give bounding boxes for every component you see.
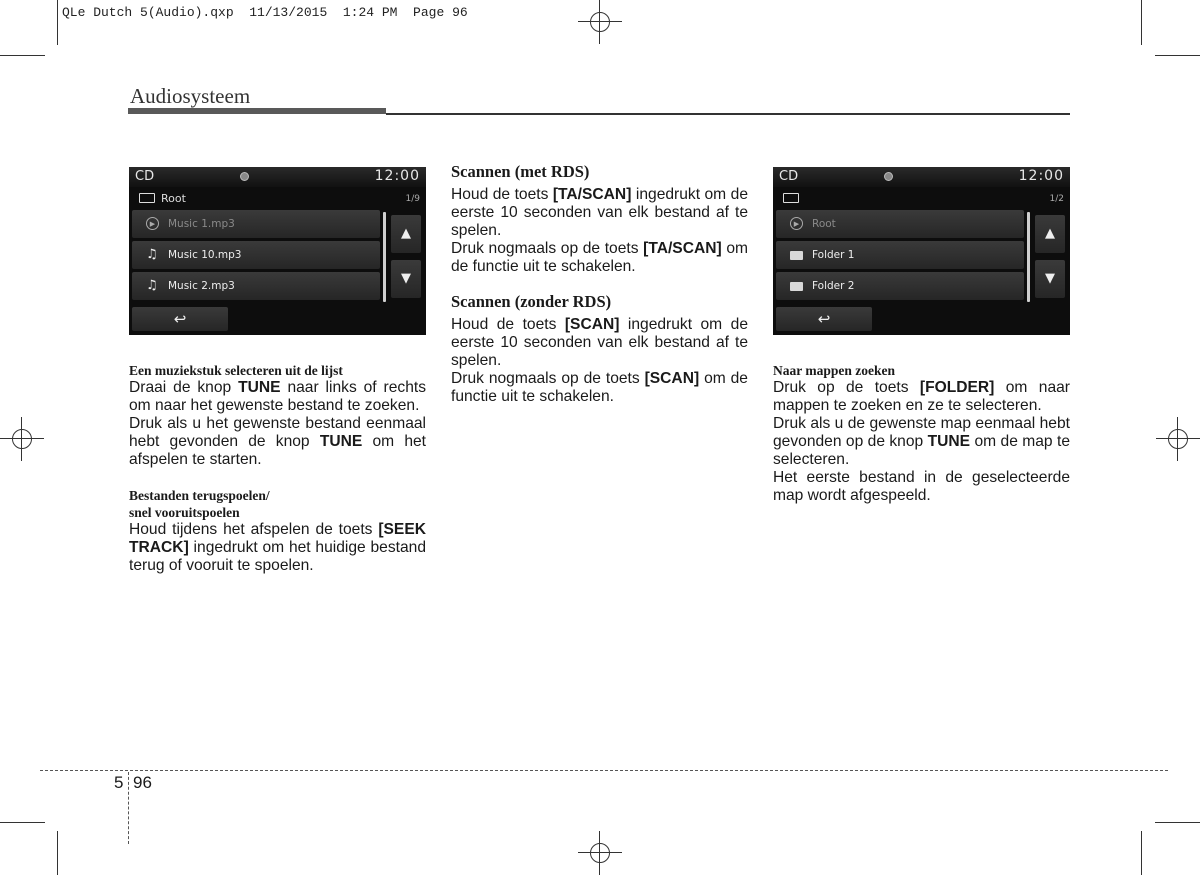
music-note-icon: ♫ xyxy=(146,247,158,262)
registration-mark-icon xyxy=(0,417,44,461)
item-count: 1/9 xyxy=(405,194,420,204)
paragraph: Druk als u de gewenste map eenmaal hebt gevonden op de knop TUNE om de map te selecteren. xyxy=(773,415,1070,468)
crop-mark xyxy=(0,822,45,823)
back-button[interactable] xyxy=(132,307,228,331)
item-count: 1/2 xyxy=(1049,194,1064,204)
right-column xyxy=(773,362,1070,505)
subheading: Naar mappen zoeken xyxy=(773,363,896,378)
crop-mark xyxy=(1155,55,1200,56)
crop-mark xyxy=(1155,822,1200,823)
list-item[interactable] xyxy=(776,272,1024,300)
clock: 12:00 xyxy=(374,168,420,184)
path-label: Root xyxy=(161,192,186,205)
subheading: Een muziekstuk selecteren uit de lijst xyxy=(129,363,343,378)
source-label: CD xyxy=(779,169,799,184)
footer-divider xyxy=(40,770,1168,771)
back-arrow-icon: ↩ xyxy=(817,310,831,328)
middle-column xyxy=(451,162,748,406)
list-item-label: Music 10.mp3 xyxy=(168,249,242,261)
chapter-number: 5 xyxy=(114,773,124,792)
cd-folder-list-screen xyxy=(773,167,1070,335)
crop-mark xyxy=(1141,831,1142,875)
scroll-down-button[interactable]: ▼ xyxy=(391,260,421,298)
paragraph: Druk als u het gewenste bestand eenmaal hebt gevonden de knop TUNE om het afspelen te starten. xyxy=(129,415,426,468)
crop-mark xyxy=(57,0,58,45)
paragraph: Druk nogmaals op de toets [TA/SCAN] om de functie uit te schakelen. xyxy=(451,240,748,275)
scroll-up-button[interactable]: ▲ xyxy=(391,215,421,253)
back-arrow-icon: ↩ xyxy=(173,310,187,328)
folder-open-icon xyxy=(139,193,155,203)
music-note-icon: ♫ xyxy=(146,278,158,293)
folder-open-icon xyxy=(783,193,799,203)
page-number: 96 xyxy=(133,773,152,792)
section-title: Audiosysteem xyxy=(130,84,251,108)
scroll-down-button[interactable]: ▼ xyxy=(1035,260,1065,298)
list-item[interactable] xyxy=(132,241,380,269)
play-icon: ▶ xyxy=(146,217,159,230)
list-item-label: Music 2.mp3 xyxy=(168,280,235,292)
list-item-label: Root xyxy=(812,218,836,230)
subheading: Bestanden terugspoelen/ snel vooruitspoelen xyxy=(129,488,270,520)
list-item-label: Folder 2 xyxy=(812,280,855,292)
title-rule-thin xyxy=(386,113,1070,115)
paragraph: Houd de toets [TA/SCAN] ingedrukt om de eerste 10 seconden van elk bestand af te spelen. xyxy=(451,186,748,239)
registration-mark-icon xyxy=(1156,417,1200,461)
crop-mark xyxy=(57,831,58,875)
registration-mark-icon xyxy=(578,831,622,875)
folder-icon xyxy=(790,251,803,260)
list-item[interactable] xyxy=(132,210,380,238)
source-label: CD xyxy=(135,169,155,184)
folder-icon xyxy=(790,282,803,291)
path-row xyxy=(139,192,186,205)
list-item-label: Folder 1 xyxy=(812,249,855,261)
subheading: Scannen (met RDS) xyxy=(451,162,590,181)
title-rule xyxy=(128,108,386,114)
paragraph: Houd de toets [SCAN] ingedrukt om de eerste 10 seconden van elk bestand af te spelen. xyxy=(451,316,748,369)
disc-icon xyxy=(884,172,893,181)
clock: 12:00 xyxy=(1018,168,1064,184)
scrollbar[interactable] xyxy=(1027,212,1030,302)
print-header: QLe Dutch 5(Audio).qxp 11/13/2015 1:24 PM Page 96 xyxy=(62,5,468,20)
list-item[interactable] xyxy=(132,272,380,300)
crop-mark xyxy=(1141,0,1142,45)
scrollbar[interactable] xyxy=(383,212,386,302)
play-icon: ▶ xyxy=(790,217,803,230)
subheading: Scannen (zonder RDS) xyxy=(451,292,612,311)
paragraph: Draai de knop TUNE naar links of rechts om naar het gewenste bestand te zoeken. xyxy=(129,379,426,414)
paragraph: Druk op de toets [FOLDER] om naar mappen te zoeken en ze te selecteren. xyxy=(773,379,1070,414)
crop-mark xyxy=(0,55,45,56)
paragraph: Druk nogmaals op de toets [SCAN] om de functie uit te schakelen. xyxy=(451,370,748,405)
list-item-label: Music 1.mp3 xyxy=(168,218,235,230)
back-button[interactable] xyxy=(776,307,872,331)
disc-icon xyxy=(240,172,249,181)
scroll-up-button[interactable]: ▲ xyxy=(1035,215,1065,253)
cd-file-list-screen xyxy=(129,167,426,335)
list-item[interactable] xyxy=(776,241,1024,269)
left-column xyxy=(129,362,426,575)
list-item[interactable] xyxy=(776,210,1024,238)
footer-divider-vertical xyxy=(128,772,129,844)
paragraph: Het eerste bestand in de geselecteerde map wordt afgespeeld. xyxy=(773,469,1070,504)
paragraph: Houd tijdens het afspelen de toets [SEEK TRACK] ingedrukt om het huidige bestand terug of vooruit te spoelen. xyxy=(129,521,426,574)
registration-mark-icon xyxy=(578,0,622,44)
path-row xyxy=(783,192,805,205)
